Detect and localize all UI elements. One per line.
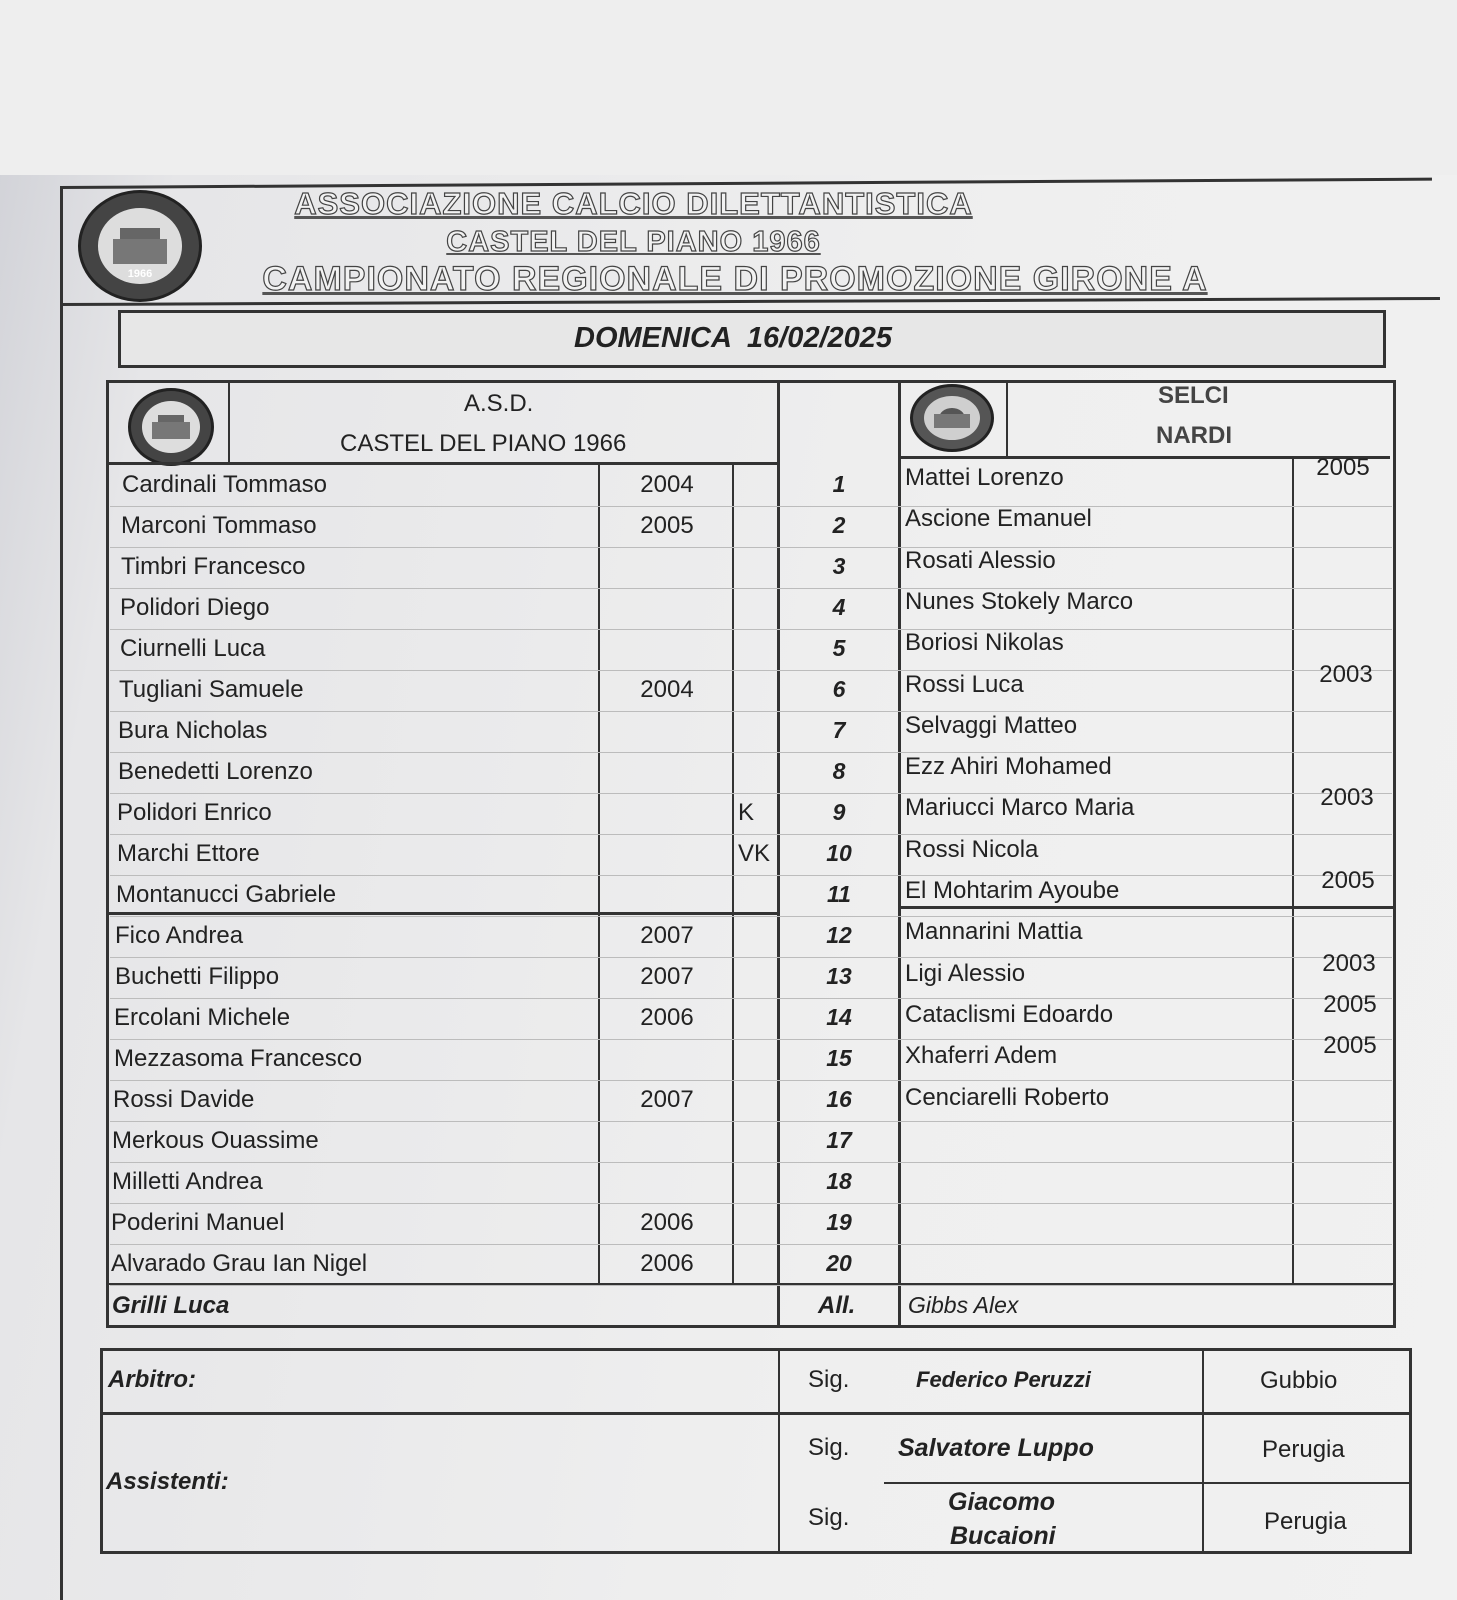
assistant2-name-line1: Giacomo <box>948 1488 1055 1516</box>
home-coach: Grilli Luca <box>112 1292 230 1319</box>
officials-col1 <box>778 1350 780 1554</box>
home-player-name: Marchi Ettore <box>117 840 260 867</box>
shirt-number: 3 <box>832 553 846 579</box>
assistant1-city: Perugia <box>1262 1436 1345 1463</box>
home-player-role: K <box>738 799 755 826</box>
away-team-line1: SELCI <box>1158 382 1229 409</box>
away-logo-divider <box>1006 382 1008 458</box>
officials-table <box>100 1348 1412 1554</box>
away-player-name: Mattei Lorenzo <box>905 464 1064 491</box>
shirt-number: 1 <box>832 471 846 497</box>
home-player-year: 2004 <box>640 676 694 703</box>
home-player-name: Timbri Francesco <box>121 553 306 580</box>
row-line <box>110 1285 1392 1286</box>
row-line <box>110 506 1392 507</box>
home-player-year: 2007 <box>640 1086 694 1113</box>
away-coach: Gibbs Alex <box>908 1292 1019 1318</box>
home-player-name: Bura Nicholas <box>118 717 268 744</box>
away-player-name: Boriosi Nikolas <box>905 629 1064 656</box>
association-title: ASSOCIAZIONE CALCIO DILETTANTISTICA <box>294 186 973 221</box>
home-player-name: Rossi Davide <box>113 1086 255 1113</box>
row-line <box>110 1080 1392 1081</box>
row-line <box>110 1244 1392 1245</box>
club-title: CASTEL DEL PIANO 1966 <box>446 226 821 258</box>
home-player-name: Buchetti Filippo <box>115 963 280 990</box>
home-player-name: Benedetti Lorenzo <box>118 758 313 785</box>
home-player-name: Polidori Enrico <box>117 799 272 826</box>
referee-name: Federico Peruzzi <box>916 1367 1091 1392</box>
away-player-name: Selvaggi Matteo <box>905 712 1078 739</box>
shirt-number: 17 <box>826 1127 852 1153</box>
shirt-number: 11 <box>827 881 851 907</box>
home-team-line2: CASTEL DEL PIANO 1966 <box>340 430 627 457</box>
home-player-name: Polidori Diego <box>120 594 270 621</box>
row-line <box>110 916 1392 917</box>
shirt-number: 18 <box>826 1168 852 1194</box>
home-player-name: Milletti Andrea <box>112 1168 263 1195</box>
shirt-number: 5 <box>832 635 846 661</box>
assistant2-name-line2: Bucaioni <box>950 1522 1056 1550</box>
home-player-name: Fico Andrea <box>115 922 244 949</box>
starters-separator-away <box>898 906 1394 909</box>
header-left-line <box>60 187 63 1600</box>
assistant2-city: Perugia <box>1264 1508 1347 1535</box>
away-player-year: 2003 <box>1319 661 1373 688</box>
home-player-year: 2005 <box>640 512 694 539</box>
referee-sig: Sig. <box>808 1366 850 1393</box>
home-player-name: Mezzasoma Francesco <box>114 1045 363 1072</box>
logo-year: 1966 <box>127 267 153 280</box>
shirt-number: 15 <box>826 1045 852 1071</box>
home-player-year: 2007 <box>640 963 694 990</box>
shirt-number: 19 <box>826 1209 852 1235</box>
home-player-year: 2007 <box>640 922 694 949</box>
away-player-name: Rossi Nicola <box>905 836 1039 863</box>
away-player-name: El Mohtarim Ayoube <box>905 877 1120 904</box>
away-player-year: 2005 <box>1316 454 1370 481</box>
officials-col2 <box>1202 1350 1204 1554</box>
starters-separator-home <box>108 912 778 915</box>
away-player-name: Rosati Alessio <box>905 547 1056 574</box>
assistants-label: Assistenti: <box>106 1468 229 1495</box>
row-line <box>110 588 1392 589</box>
home-player-name: Cardinali Tommaso <box>122 471 327 498</box>
away-player-year: 2003 <box>1322 950 1376 977</box>
referee-city: Gubbio <box>1260 1367 1338 1394</box>
shirt-number: 6 <box>832 676 846 702</box>
shirt-number: 8 <box>832 758 846 784</box>
row-line <box>110 957 1392 958</box>
away-logo <box>910 384 994 452</box>
home-player-name: Alvarado Grau Ian Nigel <box>111 1250 368 1277</box>
home-team-line1: A.S.D. <box>464 390 534 417</box>
home-player-year: 2006 <box>640 1209 694 1236</box>
away-player-year: 2005 <box>1323 1032 1377 1059</box>
home-player-name: Marconi Tommaso <box>121 512 317 539</box>
away-player-name: Cenciarelli Roberto <box>905 1084 1110 1111</box>
championship-title: CAMPIONATO REGIONALE DI PROMOZIONE GIRONE A <box>262 260 1208 298</box>
coach-label: All. <box>818 1292 856 1319</box>
assistant2-sig: Sig. <box>808 1504 850 1531</box>
home-logo-divider <box>228 382 230 464</box>
home-player-year: 2006 <box>640 1004 694 1031</box>
away-player-name: Ascione Emanuel <box>905 505 1092 532</box>
home-player-name: Ercolani Michele <box>114 1004 291 1031</box>
shirt-number: 9 <box>832 799 846 825</box>
row-line <box>110 1203 1392 1204</box>
away-player-name: Xhaferri Adem <box>905 1042 1058 1069</box>
shirt-number: 10 <box>826 840 852 866</box>
home-player-name: Ciurnelli Luca <box>120 635 266 662</box>
away-player-year: 2005 <box>1323 991 1377 1018</box>
away-player-name: Rossi Luca <box>905 671 1024 698</box>
row-line <box>110 547 1392 548</box>
shirt-number: 16 <box>826 1086 852 1112</box>
home-logo <box>128 388 214 466</box>
row-line <box>110 875 1392 876</box>
home-player-name: Poderini Manuel <box>111 1209 285 1236</box>
shirt-number: 13 <box>826 963 852 989</box>
match-date: DOMENICA 16/02/2025 <box>574 322 893 354</box>
row-line <box>110 629 1392 630</box>
referee-label: Arbitro: <box>108 1366 196 1393</box>
away-team-line2: NARDI <box>1156 422 1232 449</box>
shirt-number: 20 <box>826 1250 852 1276</box>
shirt-number: 4 <box>832 594 846 620</box>
assistant1-name: Salvatore Luppo <box>898 1434 1094 1462</box>
away-player-name: Cataclismi Edoardo <box>905 1001 1114 1028</box>
away-player-name: Mariucci Marco Maria <box>905 794 1135 821</box>
shirt-number: 14 <box>826 1004 852 1030</box>
shirt-number: 12 <box>826 922 852 948</box>
shirt-number: 2 <box>832 512 846 538</box>
row-line <box>110 1162 1392 1163</box>
home-player-year: 2004 <box>640 471 694 498</box>
home-player-year: 2006 <box>640 1250 694 1277</box>
shirt-number: 7 <box>832 717 846 743</box>
away-player-name: Ezz Ahiri Mohamed <box>905 753 1112 780</box>
away-player-name: Mannarini Mattia <box>905 918 1083 945</box>
away-player-year: 2005 <box>1321 867 1375 894</box>
paper-top <box>0 0 1457 175</box>
row-line <box>110 1039 1392 1040</box>
away-player-name: Ligi Alessio <box>905 960 1026 987</box>
assistants-divider <box>884 1482 1412 1484</box>
row-line <box>110 793 1392 794</box>
home-player-name: Tugliani Samuele <box>119 676 304 703</box>
officials-row-line <box>100 1412 1412 1415</box>
away-player-year: 2003 <box>1320 784 1374 811</box>
row-line <box>110 752 1392 753</box>
assistant1-sig: Sig. <box>808 1434 850 1461</box>
home-player-name: Merkous Ouassime <box>112 1127 319 1154</box>
row-line <box>110 1121 1392 1122</box>
home-player-name: Montanucci Gabriele <box>116 881 337 908</box>
row-line <box>110 670 1392 671</box>
home-player-role: VK <box>738 840 771 867</box>
row-line <box>110 998 1392 999</box>
row-line <box>110 711 1392 712</box>
team-header-bottom <box>108 462 778 465</box>
row-line <box>110 834 1392 835</box>
away-player-name: Nunes Stokely Marco <box>905 588 1134 615</box>
